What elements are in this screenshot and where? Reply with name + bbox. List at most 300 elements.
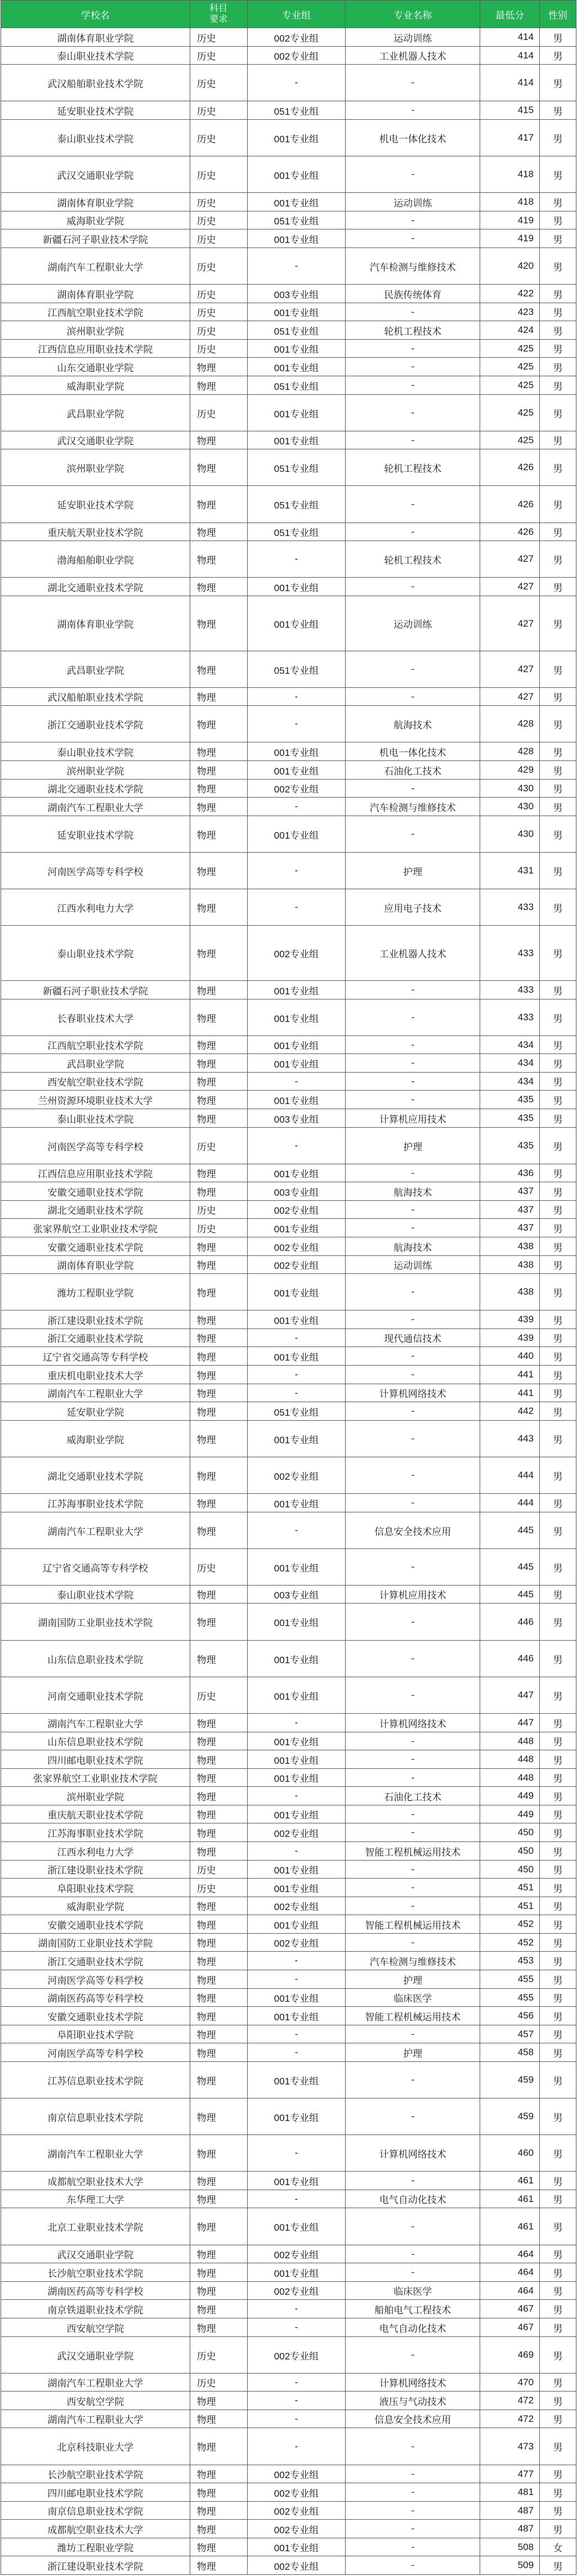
table-row [1,193,576,211]
cell-school: 渤海船舶职业学院 [1,541,190,577]
cell-subject: 物理 [190,1366,248,1384]
cell-school: 辽宁省交通高等专科学校 [1,1549,190,1585]
cell-gender: 男 [540,229,576,247]
cell-score: 418 [480,156,540,192]
cell-gender: 男 [540,321,576,339]
cell-subject: 历史 [190,1128,248,1164]
table-row [1,1952,576,1970]
cell-school: 湖南汽车工程职业大学 [1,2135,190,2171]
cell-subject: 物理 [190,2062,248,2098]
cell-school: 威海职业学院 [1,1897,190,1915]
cell-score: 455 [480,1989,540,2006]
header-subject-line2: 要求 [209,15,228,24]
cell-group: 002专业组 [248,47,346,64]
cell-group: - [248,1128,346,1164]
cell-score: 437 [480,1219,540,1237]
header-group: 专业组 [248,1,346,28]
cell-score: 441 [480,1384,540,1402]
cell-group: 002专业组 [248,1256,346,1273]
cell-subject: 物理 [190,2428,248,2465]
cell-gender: 男 [540,1256,576,1273]
cell-major: - [346,211,480,229]
cell-score: 457 [480,2025,540,2043]
table-row [1,1457,576,1494]
cell-gender: 男 [540,1384,576,1402]
cell-gender: 男 [540,1329,576,1346]
cell-school: 张家界航空工业职业技术学院 [1,1219,190,1237]
cell-subject: 物理 [190,1823,248,1841]
cell-subject: 物理 [190,1494,248,1512]
cell-school: 江苏海事职业技术学院 [1,1823,190,1841]
cell-group: 051专业组 [248,449,346,485]
cell-group: 051专业组 [248,523,346,541]
cell-group: 001专业组 [248,1861,346,1878]
cell-group: - [248,2190,346,2208]
cell-major: - [346,2172,480,2190]
cell-score: 436 [480,1164,540,1182]
cell-school: 北京科技职业大学 [1,2428,190,2465]
cell-score: 449 [480,1787,540,1805]
cell-group: - [248,2135,346,2171]
cell-group: 002专业组 [248,2337,346,2373]
cell-subject: 物理 [190,2282,248,2299]
cell-gender: 男 [540,2043,576,2061]
table-row [1,2556,576,2575]
cell-gender: 男 [540,706,576,742]
cell-score: 450 [480,1861,540,1878]
cell-subject: 历史 [190,1549,248,1585]
cell-gender: 男 [540,1586,576,1603]
cell-gender: 男 [540,1970,576,1988]
cell-group: 001专业组 [248,742,346,760]
table-row [1,1128,576,1164]
cell-score: 437 [480,1182,540,1200]
cell-score: 452 [480,1915,540,1933]
cell-gender: 男 [540,926,576,980]
cell-school: 湖南体育职业学院 [1,596,190,651]
cell-group: 001专业组 [248,1494,346,1512]
cell-group: - [248,1512,346,1548]
cell-major: - [346,2208,480,2245]
cell-score: 509 [480,2556,540,2574]
cell-group: 001专业组 [248,431,346,449]
cell-major: 护理 [346,2043,480,2061]
table-row [1,1347,576,1366]
cell-group: 002专业组 [248,2465,346,2483]
cell-school: 西安航空学院 [1,2392,190,2410]
cell-subject: 物理 [190,1842,248,1860]
cell-major: - [346,2098,480,2134]
cell-major: - [346,1677,480,1713]
cell-major: 临床医学 [346,2282,480,2299]
cell-subject: 历史 [190,340,248,357]
cell-score: 439 [480,1310,540,1328]
table-row [1,1897,576,1915]
table-row [1,1604,576,1641]
cell-major: - [346,156,480,192]
cell-group: - [248,1366,346,1384]
cell-group: 001专业组 [248,395,346,431]
cell-gender: 男 [540,376,576,394]
cell-major: - [346,358,480,376]
cell-score: 469 [480,2337,540,2373]
cell-gender: 男 [540,211,576,229]
table-row [1,1421,576,1457]
cell-subject: 物理 [190,798,248,816]
table-row [1,2300,576,2318]
cell-group: 001专业组 [248,1091,346,1109]
cell-major: 航海技术 [346,706,480,742]
cell-group: 001专业组 [248,1989,346,2006]
cell-group: 002专业组 [248,2556,346,2574]
cell-group: 001专业组 [248,229,346,247]
cell-gender: 男 [540,578,576,596]
cell-group: - [248,798,346,816]
cell-gender: 男 [540,1879,576,1897]
cell-school: 南京信息职业技术学院 [1,2098,190,2134]
table-row [1,2098,576,2135]
cell-major: 电气自动化技术 [346,2190,480,2208]
cell-subject: 物理 [190,1897,248,1915]
table-row [1,1750,576,1769]
table-row [1,798,576,816]
cell-gender: 男 [540,1109,576,1127]
cell-score: 472 [480,2392,540,2410]
cell-score: 451 [480,1879,540,1897]
cell-score: 487 [480,2502,540,2519]
cell-subject: 物理 [190,2410,248,2428]
cell-major: 计算机网络技术 [346,1714,480,1732]
cell-gender: 男 [540,1823,576,1841]
cell-score: 464 [480,2282,540,2299]
cell-score: 419 [480,211,540,229]
cell-gender: 男 [540,486,576,523]
cell-score: 429 [480,761,540,779]
cell-group: 002专业组 [248,2245,346,2263]
cell-score: 446 [480,1604,540,1640]
cell-gender: 男 [540,651,576,687]
cell-group: 001专业组 [248,1310,346,1328]
cell-score: 418 [480,193,540,211]
cell-subject: 历史 [190,156,248,192]
table-row [1,1787,576,1805]
cell-score: 448 [480,1732,540,1750]
cell-subject: 物理 [190,1934,248,1951]
table-row [1,2043,576,2062]
cell-subject: 物理 [190,2318,248,2336]
table-row [1,2062,576,2098]
cell-score: 434 [480,1054,540,1072]
cell-subject: 物理 [190,1641,248,1677]
cell-score: 467 [480,2300,540,2318]
table-row [1,1989,576,2007]
cell-score: 417 [480,120,540,156]
cell-gender: 男 [540,596,576,651]
cell-school: 武汉交通职业学院 [1,2245,190,2263]
table-row [1,248,576,285]
cell-school: 成都航空职业技术大学 [1,2172,190,2190]
cell-score: 424 [480,321,540,339]
cell-school: 张家界航空工业职业技术学院 [1,1769,190,1786]
cell-major: - [346,1549,480,1585]
table-row [1,2007,576,2025]
cell-score: 445 [480,1586,540,1603]
cell-subject: 物理 [190,2190,248,2208]
cell-group: 002专业组 [248,1237,346,1255]
table-row [1,2428,576,2465]
cell-subject: 物理 [190,651,248,687]
cell-subject: 物理 [190,596,248,651]
cell-gender: 男 [540,1237,576,1255]
cell-group: - [248,1970,346,1988]
cell-major: - [346,1073,480,1090]
cell-gender: 男 [540,541,576,577]
cell-subject: 物理 [190,1750,248,1768]
cell-school: 潍坊工程职业学院 [1,2538,190,2556]
cell-score: 470 [480,2374,540,2391]
cell-group: 001专业组 [248,2208,346,2245]
cell-major: - [346,1897,480,1915]
table-row [1,2318,576,2337]
table-row [1,761,576,780]
cell-gender: 男 [540,2556,576,2574]
cell-group: 002专业组 [248,1823,346,1841]
cell-gender: 男 [540,395,576,431]
cell-major: - [346,1861,480,1878]
cell-score: 414 [480,47,540,64]
cell-major: 机电一体化技术 [346,120,480,156]
cell-gender: 男 [540,2098,576,2134]
cell-school: 武汉交通职业学院 [1,2337,190,2373]
cell-school: 浙江交通职业技术学院 [1,706,190,742]
cell-school: 河南医学高等专科学校 [1,853,190,889]
cell-gender: 男 [540,2520,576,2538]
cell-gender: 男 [540,1512,576,1548]
cell-gender: 男 [540,1164,576,1182]
cell-gender: 男 [540,2337,576,2373]
table-header [1,1,576,28]
cell-subject: 物理 [190,2025,248,2043]
cell-school: 河南医学高等专科学校 [1,2043,190,2061]
cell-subject: 物理 [190,1073,248,1090]
cell-group: 001专业组 [248,1036,346,1053]
cell-major: - [346,486,480,523]
cell-subject: 物理 [190,1952,248,1970]
cell-score: 435 [480,1128,540,1164]
cell-gender: 男 [540,2374,576,2391]
cell-major: - [346,688,480,705]
cell-group: - [248,2300,346,2318]
cell-gender: 男 [540,1934,576,1951]
cell-score: 434 [480,1073,540,1090]
cell-school: 浙江交通职业技术学院 [1,1952,190,1970]
cell-subject: 物理 [190,981,248,999]
cell-group: 001专业组 [248,2263,346,2281]
cell-score: 426 [480,523,540,541]
cell-school: 泰山职业技术学院 [1,926,190,980]
table-row [1,156,576,193]
cell-gender: 男 [540,1952,576,1970]
cell-group: - [248,1714,346,1732]
cell-gender: 男 [540,999,576,1035]
cell-subject: 物理 [190,1970,248,1988]
cell-major: 运动训练 [346,1256,480,1273]
cell-score: 445 [480,1549,540,1585]
cell-major: 航海技术 [346,1237,480,1255]
cell-group: 001专业组 [248,1769,346,1786]
cell-major: - [346,303,480,321]
cell-subject: 历史 [190,120,248,156]
table-row [1,2337,576,2374]
cell-school: 重庆航天职业技术学院 [1,523,190,541]
cell-subject: 历史 [190,1219,248,1237]
cell-subject: 历史 [190,1201,248,1218]
cell-gender: 男 [540,1769,576,1786]
table-row [1,1641,576,1677]
table-row [1,780,576,798]
cell-subject: 物理 [190,2483,248,2501]
table-row [1,1237,576,1256]
table-row [1,376,576,395]
cell-subject: 物理 [190,2263,248,2281]
cell-major: 智能工程机械运用技术 [346,1915,480,1933]
cell-gender: 男 [540,2300,576,2318]
cell-school: 延安职业技术学院 [1,816,190,852]
cell-group: 001专业组 [248,1164,346,1182]
cell-score: 440 [480,1347,540,1365]
cell-gender: 男 [540,816,576,852]
table-row [1,1402,576,1421]
cell-gender: 男 [540,1182,576,1200]
cell-subject: 物理 [190,1347,248,1365]
cell-school: 泰山职业技术学院 [1,1109,190,1127]
cell-school: 湖南汽车工程职业大学 [1,2374,190,2391]
cell-group: - [248,2410,346,2428]
cell-school: 泰山职业技术学院 [1,47,190,64]
cell-group: 051专业组 [248,486,346,523]
cell-major: - [346,2556,480,2574]
cell-gender: 男 [540,1842,576,1860]
cell-subject: 历史 [190,248,248,284]
table-row [1,1970,576,1989]
cell-subject: 历史 [190,321,248,339]
table-row [1,981,576,999]
cell-gender: 男 [540,2483,576,2501]
cell-score: 449 [480,1805,540,1823]
cell-group: 002专业组 [248,1934,346,1951]
cell-gender: 男 [540,2172,576,2190]
cell-group: 001专业组 [248,358,346,376]
cell-group: 051专业组 [248,651,346,687]
cell-subject: 物理 [190,358,248,376]
cell-subject: 物理 [190,2392,248,2410]
table-row [1,2208,576,2245]
cell-gender: 男 [540,2465,576,2483]
cell-school: 湖北交通职业技术学院 [1,1457,190,1493]
cell-major: 应用电子技术 [346,889,480,925]
cell-major: 计算机应用技术 [346,1586,480,1603]
cell-major: - [346,2025,480,2043]
cell-gender: 男 [540,1989,576,2006]
cell-school: 江西航空职业技术学院 [1,1036,190,1053]
cell-school: 湖南汽车工程职业大学 [1,248,190,284]
cell-school: 南京铁道职业技术学院 [1,2300,190,2318]
table-row [1,2465,576,2483]
cell-major: - [346,981,480,999]
cell-score: 461 [480,2208,540,2245]
cell-group: - [248,2025,346,2043]
cell-score: 433 [480,926,540,980]
table-row [1,651,576,688]
cell-group: 001专业组 [248,120,346,156]
cell-school: 滨州职业学院 [1,449,190,485]
cell-major: - [346,1750,480,1768]
table-row [1,2245,576,2263]
cell-score: 448 [480,1769,540,1786]
cell-gender: 男 [540,1714,576,1732]
cell-school: 河南医学高等专科学校 [1,1970,190,1988]
cell-gender: 男 [540,2263,576,2281]
table-row [1,1861,576,1879]
cell-major: 护理 [346,853,480,889]
cell-score: 420 [480,248,540,284]
cell-major: - [346,431,480,449]
cell-gender: 男 [540,303,576,321]
cell-major: - [346,1823,480,1841]
cell-school: 湖南体育职业学院 [1,28,190,46]
cell-score: 425 [480,358,540,376]
cell-major: 轮机工程技术 [346,321,480,339]
cell-major: - [346,578,480,596]
cell-group: 002专业组 [248,2502,346,2519]
table-row [1,321,576,340]
cell-school: 武汉船舶职业技术学院 [1,688,190,705]
cell-score: 464 [480,2245,540,2263]
cell-score: 426 [480,486,540,523]
cell-major: 计算机网络技术 [346,2135,480,2171]
cell-school: 泰山职业技术学院 [1,1586,190,1603]
cell-gender: 男 [540,1915,576,1933]
cell-gender: 男 [540,449,576,485]
table-row [1,395,576,431]
cell-subject: 物理 [190,376,248,394]
header-major: 专业名称 [346,1,480,28]
cell-major: 石油化工技术 [346,1787,480,1805]
cell-score: 428 [480,742,540,760]
cell-score: 427 [480,578,540,596]
cell-school: 湖南医药高等专科学校 [1,1989,190,2006]
cell-subject: 物理 [190,2502,248,2519]
table-row [1,853,576,889]
table-row [1,1329,576,1347]
cell-school: 武汉船舶职业技术学院 [1,65,190,101]
score-table [1,0,576,2575]
cell-school: 长春职业技术大学 [1,999,190,1035]
cell-school: 四川邮电职业技术学院 [1,2483,190,2501]
cell-gender: 男 [540,193,576,211]
cell-major: 信息安全技术应用 [346,2410,480,2428]
cell-subject: 物理 [190,541,248,577]
cell-score: 423 [480,303,540,321]
cell-school: 浙江交通职业技术学院 [1,1329,190,1346]
table-row [1,1310,576,1329]
cell-subject: 物理 [190,1604,248,1640]
cell-score: 459 [480,2098,540,2134]
cell-gender: 男 [540,1732,576,1750]
table-row [1,1384,576,1402]
cell-subject: 历史 [190,2337,248,2373]
cell-major: - [346,2263,480,2281]
